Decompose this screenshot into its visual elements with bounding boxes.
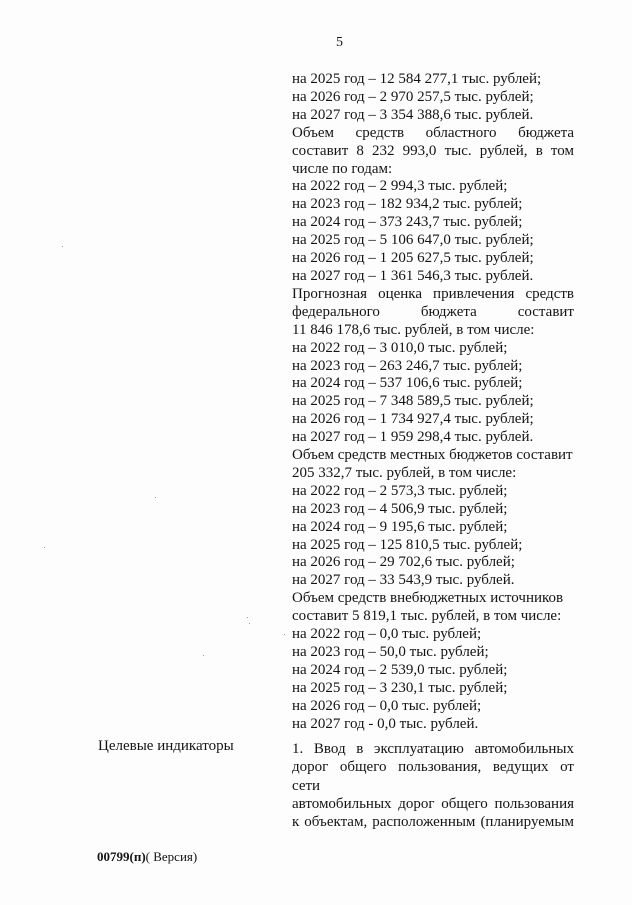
- regional-budget-intro-end: числе по годам:: [292, 160, 393, 177]
- target-indicators-label: Целевые индикаторы: [98, 738, 234, 754]
- extrabudget-year-line: на 2022 год – 0,0 тыс. рублей;: [292, 626, 482, 643]
- indicator-line: автомобильных дорог общего пользования: [292, 795, 574, 812]
- document-footer: [97, 849, 197, 865]
- federal-forecast-year-line: на 2025 год – 7 348 589,5 тыс. рублей;: [292, 393, 534, 410]
- federal-forecast-year-line: на 2027 год – 1 959 298,4 тыс. рублей.: [292, 429, 534, 446]
- document-version: ( Версия): [145, 849, 198, 864]
- federal-forecast-intro-line: Прогнозная оценка привлечения средств: [292, 285, 574, 302]
- federal-forecast-intro-line: федерального бюджета составит: [292, 303, 574, 320]
- federal-forecast-intro-end: 11 846 178,6 тыс. рублей, в том числе:: [292, 321, 535, 338]
- regional-year-line: на 2022 год – 2 994,3 тыс. рублей;: [292, 178, 508, 195]
- federal-forecast-year-line: на 2022 год – 3 010,0 тыс. рублей;: [292, 339, 508, 356]
- scan-speck: [62, 246, 63, 247]
- regional-year-line: на 2027 год – 1 361 546,3 тыс. рублей.: [292, 267, 534, 284]
- funding-sources-block: [292, 71, 574, 734]
- regional-budget-intro-line: Объем средств областного бюджета: [292, 124, 574, 141]
- federal-forecast-year-line: на 2026 год – 1 734 927,4 тыс. рублей;: [292, 411, 534, 428]
- local-budget-intro: Объем средств местных бюджетов составит: [292, 447, 573, 464]
- local-year-line: на 2024 год – 9 195,6 тыс. рублей;: [292, 518, 508, 535]
- document-code: 00799(п): [97, 849, 146, 864]
- local-budget-intro-end: 205 332,7 тыс. рублей, в том числе:: [292, 464, 517, 481]
- target-indicators-text: [292, 740, 574, 831]
- scan-speck: [284, 634, 285, 635]
- extrabudget-year-line: на 2024 год – 2 539,0 тыс. рублей;: [292, 661, 508, 678]
- indicator-line: дорог общего пользования, ведущих от сети: [292, 759, 574, 794]
- extrabudget-intro-end: составит 5 819,1 тыс. рублей, в том числе:: [292, 608, 562, 625]
- page-number: 5: [336, 35, 343, 50]
- regional-year-line: на 2026 год – 1 205 627,5 тыс. рублей;: [292, 250, 534, 267]
- regional-budget-intro-line: составит 8 232 993,0 тыс. рублей, в том: [292, 142, 574, 159]
- local-year-line: на 2026 год – 29 702,6 тыс. рублей;: [292, 554, 515, 571]
- federal-year-line: на 2027 год – 3 354 388,6 тыс. рублей.: [292, 106, 534, 123]
- regional-year-line: на 2025 год – 5 106 647,0 тыс. рублей;: [292, 232, 534, 249]
- scan-speck: [249, 623, 250, 624]
- regional-year-line: на 2023 год – 182 934,2 тыс. рублей;: [292, 196, 523, 213]
- local-year-line: на 2022 год – 2 573,3 тыс. рублей;: [292, 482, 508, 499]
- federal-year-line: на 2025 год – 12 584 277,1 тыс. рублей;: [292, 71, 542, 87]
- regional-year-line: на 2024 год – 373 243,7 тыс. рублей;: [292, 214, 523, 231]
- federal-forecast-year-line: на 2023 год – 263 246,7 тыс. рублей;: [292, 357, 523, 374]
- extrabudget-year-line: на 2026 год – 0,0 тыс. рублей;: [292, 697, 482, 714]
- local-year-line: на 2025 год – 125 810,5 тыс. рублей;: [292, 536, 523, 553]
- extrabudget-year-line: на 2027 год - 0,0 тыс. рублей.: [292, 715, 479, 732]
- scan-speck: [247, 617, 248, 618]
- extrabudget-year-line: на 2025 год – 3 230,1 тыс. рублей;: [292, 679, 508, 696]
- extrabudget-year-line: на 2023 год – 50,0 тыс. рублей;: [292, 644, 489, 660]
- scan-speck: [203, 655, 204, 656]
- scan-speck: [44, 547, 45, 548]
- local-year-line: на 2027 год – 33 543,9 тыс. рублей.: [292, 572, 515, 589]
- federal-year-line: на 2026 год – 2 970 257,5 тыс. рублей;: [292, 88, 534, 105]
- extrabudget-intro: Объем средств внебюджетных источников: [292, 590, 564, 607]
- scan-speck: [155, 497, 156, 498]
- indicator-line: 1. Ввод в эксплуатацию автомобильных: [292, 741, 574, 757]
- local-year-line: на 2023 год – 4 506,9 тыс. рублей;: [292, 500, 508, 517]
- indicator-line: к объектам, расположенным (планируемым: [292, 814, 574, 831]
- federal-forecast-year-line: на 2024 год – 537 106,6 тыс. рублей;: [292, 375, 523, 392]
